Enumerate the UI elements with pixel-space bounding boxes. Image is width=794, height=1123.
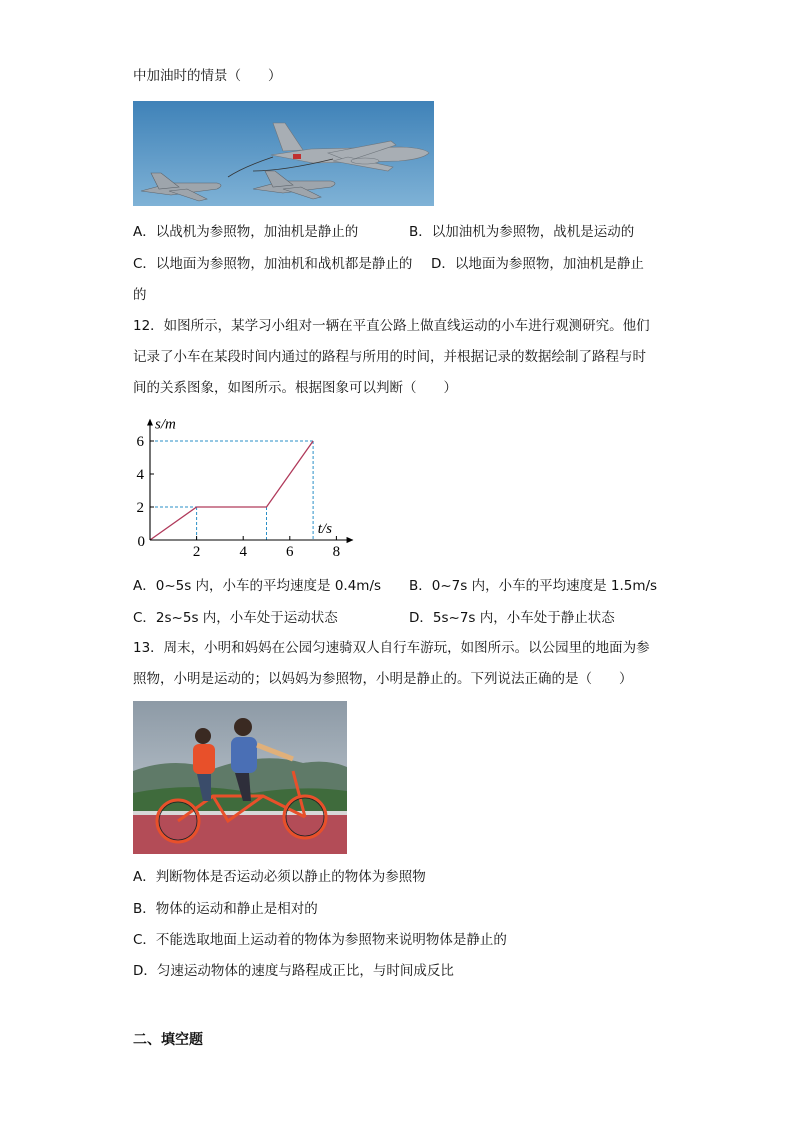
x-axis-label: t/s: [317, 521, 332, 537]
tandem-bicycle-illustration: [133, 701, 347, 854]
q11-option-c: C．以地面为参照物，加油机和战机都是静止的: [133, 256, 413, 272]
q12-option-c: C．2s~5s 内，小车处于运动状态: [133, 610, 338, 626]
y-tick-label-6: 6: [136, 434, 144, 450]
q13-option-a: A．判断物体是否运动必须以静止的物体为参照物: [133, 869, 426, 885]
q11-option-d-wrap: 的: [133, 287, 147, 303]
q12-stem-line1: 12．如图所示，某学习小组对一辆在平直公路上做直线运动的小车进行观测研究。他们: [133, 318, 650, 334]
series-line: [150, 441, 313, 540]
chart-guide-lines: [150, 441, 313, 540]
q11-option-a: A．以战机为参照物，加油机是静止的: [133, 224, 359, 240]
y-axis-label: s/m: [155, 416, 176, 433]
distance-time-chart: [130, 410, 370, 560]
q11-option-b: B．以加油机为参照物，战机是运动的: [409, 224, 635, 240]
q12-option-a: A．0~5s 内，小车的平均速度是 0.4m/s: [133, 578, 382, 594]
q13-option-b: B．物体的运动和静止是相对的: [133, 901, 318, 917]
q13-stem-line1: 13．周末，小明和妈妈在公园匀速骑双人自行车游玩，如图所示。以公园里的地面为参: [133, 640, 650, 656]
q11-option-d: D．以地面为参照物，加油机是静止: [431, 256, 644, 272]
chart-ticks: [137, 434, 341, 560]
origin-label: 0: [137, 534, 145, 550]
x-tick-label-2: 2: [192, 544, 201, 560]
q13-option-d: D．匀速运动物体的速度与路程成正比，与时间成反比: [133, 963, 454, 979]
q12-option-b: B．0~7s 内，小车的平均速度是 1.5m/s: [409, 578, 658, 594]
q13-option-c: C．不能选取地面上运动着的物体为参照物来说明物体是静止的: [133, 932, 507, 948]
refueling-aircraft-illustration: [133, 101, 434, 206]
x-tick-label-4: 4: [239, 544, 247, 560]
x-tick-label-8: 8: [332, 544, 341, 560]
section-title: 二、填空题: [133, 1032, 203, 1048]
y-tick-label-2: 2: [136, 500, 144, 516]
q11-stem-tail: 中加油时的情景（ ）: [133, 68, 282, 84]
tandem-bicycle-photo: [133, 701, 347, 854]
q12-stem-line2: 记录了小车在某段时间内通过的路程与所用的时间，并根据记录的数据绘制了路程与时: [133, 349, 646, 365]
q12-option-d: D．5s~7s 内，小车处于静止状态: [409, 610, 615, 626]
refueling-aircraft-photo: [133, 101, 434, 206]
q13-stem-line2: 照物，小明是运动的；以妈妈为参照物，小明是静止的。下列说法正确的是（ ）: [133, 671, 633, 687]
x-tick-label-6: 6: [286, 544, 294, 560]
y-tick-label-4: 4: [136, 467, 144, 483]
q12-stem-line3: 间的关系图象，如图所示。根据图象可以判断（ ）: [133, 380, 457, 396]
